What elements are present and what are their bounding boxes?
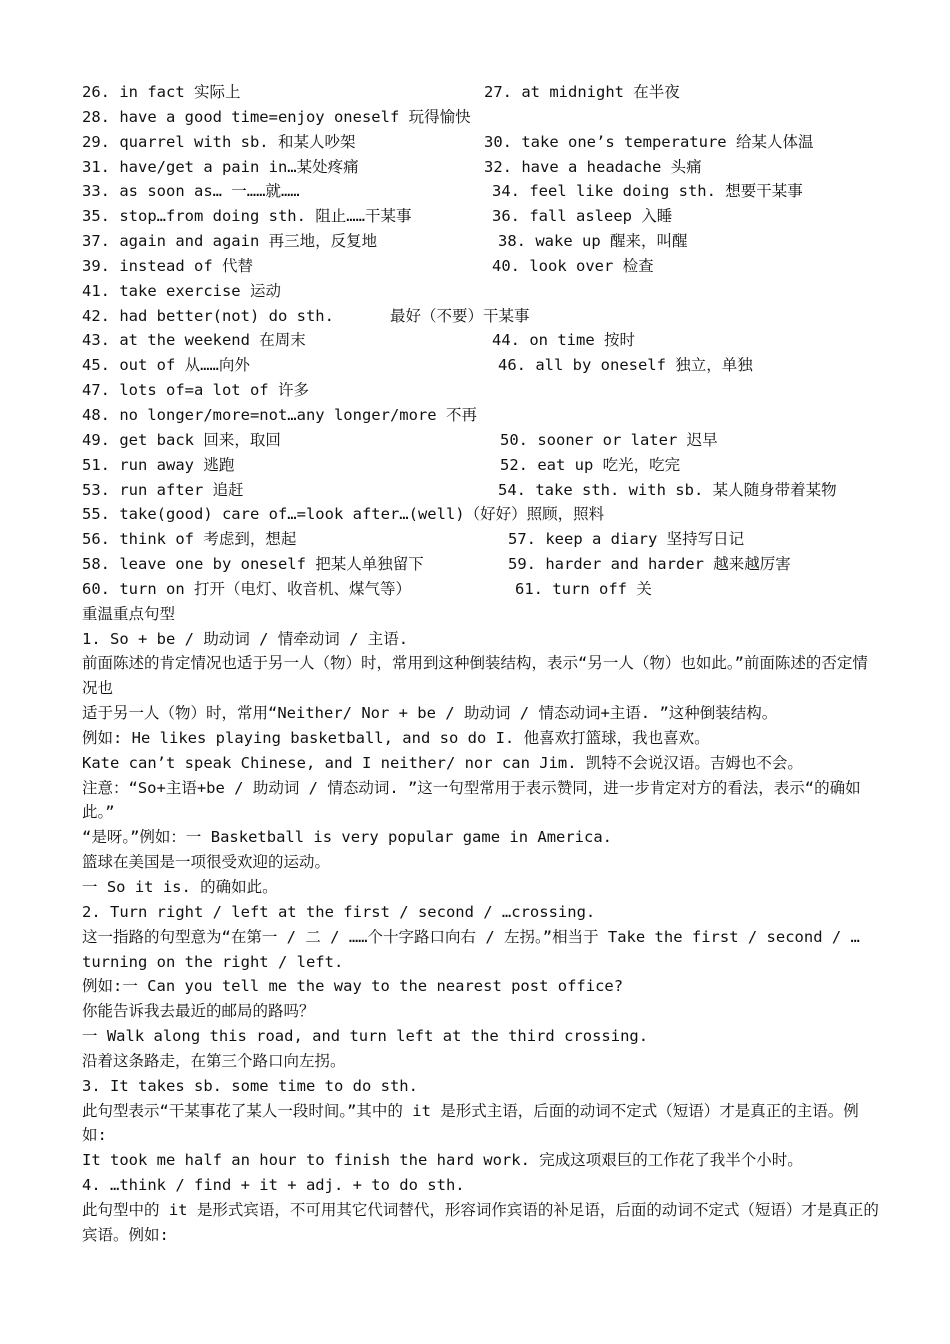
phrase-right: 38. wake up 醒来，叫醒: [498, 232, 688, 251]
phrase-row: [82, 328, 882, 353]
phrase-left: 35. stop…from doing sth. 阻止……干某事: [82, 207, 412, 226]
phrase-left: 26. in fact 实际上: [82, 83, 241, 101]
phrase-right: 27. at midnight 在半夜: [484, 83, 680, 101]
text-line: It took me half an hour to finish the hard work. 完成这项艰巨的工作花了我半个小时。: [82, 1151, 803, 1170]
text-line: 注意：“So+主语+be / 助动词 / 情态动词. ”这一句型常用于表示赞同，进一步肯定对方的看法，表示“的确如此。”: [82, 778, 861, 822]
text-line: 一 So it is. 的确如此。: [82, 878, 278, 896]
phrase-row: [82, 130, 882, 155]
text-line: Kate can’t speak Chinese, and I neither/ nor can Jim. 凯特不会说汉语。吉姆也不会。: [82, 753, 803, 772]
phrase-row: [82, 378, 882, 403]
phrase-left: 31. have/get a pain in…某处疼痛: [82, 157, 359, 176]
text-line: 3. It takes sb. some time to do sth.: [82, 1076, 418, 1095]
phrase-right: 46. all by oneself 独立，单独: [498, 356, 753, 375]
text-line: 此句型中的 it 是形式宾语，不可用其它代词替代，形容词作宾语的补足语，后面的动词不定式（短语）才是真正的宾语。例如:: [82, 1200, 879, 1244]
phrase-left: 41. take exercise 运动: [82, 281, 281, 300]
phrase-left: 51. run away 逃跑: [82, 455, 235, 474]
text-line: 沿着这条路走，在第三个路口向左拐。: [82, 1051, 346, 1070]
phrase-left: 56. think of 考虑到，想起: [82, 530, 297, 549]
phrase-right: 50. sooner or later 迟早: [500, 430, 718, 449]
phrase-left: 55. take(good) care of…=look after…(well)（好好）照顾，照料: [82, 505, 605, 524]
sentence-patterns: [82, 627, 882, 1248]
phrase-left: 60. turn on 打开（电灯、收音机、煤气等）: [82, 579, 411, 598]
phrase-row: [82, 105, 882, 130]
phrase-left: 37. again and again 再三地，反复地: [82, 232, 378, 251]
phrase-left: 47. lots of=a lot of 许多: [82, 381, 309, 400]
phrase-row: [82, 403, 882, 428]
phrase-left: 28. have a good time=enjoy oneself 玩得愉快: [82, 107, 471, 126]
phrase-left: 49. get back 回来，取回: [82, 430, 281, 449]
phrase-right: 32. have a headache 头痛: [484, 157, 702, 176]
phrase-left: 48. no longer/more=not…any longer/more 不再: [82, 405, 477, 424]
phrase-right: 61. turn off 关: [515, 579, 652, 598]
text-line: 例如:一 Can you tell me the way to the nearest post office?: [82, 977, 624, 996]
text-line: 此句型表示“干某事花了某人一段时间。”其中的 it 是形式主语，后面的动词不定式（短语）才是真正的主语。例如:: [82, 1101, 859, 1145]
text-line: 4. …think / find + it + adj. + to do sth.: [82, 1176, 465, 1195]
text-line: 你能告诉我去最近的邮局的路吗？: [82, 1002, 315, 1021]
phrase-row: [82, 428, 882, 453]
phrase-row: [82, 179, 882, 204]
phrase-row: [82, 478, 882, 503]
phrase-right: 57. keep a diary 坚持写日记: [508, 530, 745, 549]
phrase-list: [82, 80, 882, 602]
phrase-right: 40. look over 检查: [492, 256, 654, 275]
phrase-right: 52. eat up 吃光，吃完: [500, 455, 681, 474]
section-title: 重温重点句型: [82, 604, 176, 623]
phrase-left: 29. quarrel with sb. 和某人吵架: [82, 132, 356, 151]
phrase-row: [82, 80, 882, 105]
phrase-row: [82, 254, 882, 279]
document-page: [82, 80, 882, 1248]
phrase-row: [82, 155, 882, 180]
phrase-left: 33. as soon as… 一……就……: [82, 182, 300, 201]
phrase-right: 44. on time 按时: [492, 331, 635, 350]
text-line: 前面陈述的肯定情况也适于另一人（物）时，常用到这种倒装结构，表示“另一人（物）也如此。”前面陈述的否定情况也: [82, 654, 868, 698]
phrase-row: [82, 279, 882, 304]
text-line: “是呀。”例如：一 Basketball is very popular game in America.: [82, 828, 613, 847]
phrase-row: [82, 453, 882, 478]
text-line: 一 Walk along this road, and turn left at the third crossing.: [82, 1027, 649, 1046]
phrase-right: 34. feel like doing sth. 想要干某事: [492, 182, 803, 201]
phrase-right: 54. take sth. with sb. 某人随身带着某物: [498, 480, 837, 499]
text-line: 适于另一人（物）时，常用“Neither/ Nor + be / 助动词 / 情态动词+主语. ”这种倒装结构。: [82, 704, 778, 723]
text-line: 1. So + be / 助动词 / 情牵动词 / 主语.: [82, 629, 409, 648]
phrase-left: 42. had better(not) do sth. 最好（不要）干某事: [82, 306, 530, 325]
text-line: 这一指路的句型意为“在第一 / 二 / ……个十字路口向右 / 左拐。”相当于 Take the first / second / …turning on the right / left.: [82, 927, 860, 971]
phrase-left: 39. instead of 代替: [82, 256, 253, 275]
phrase-row: [82, 552, 882, 577]
phrase-left: 53. run after 追赶: [82, 480, 244, 499]
phrase-row: [82, 527, 882, 552]
phrase-right: 59. harder and harder 越来越厉害: [508, 555, 791, 574]
text-line: 例如: He likes playing basketball, and so do I. 他喜欢打篮球，我也喜欢。: [82, 728, 710, 747]
phrase-left: 43. at the weekend 在周末: [82, 331, 306, 350]
text-line: 篮球在美国是一项很受欢迎的运动。: [82, 853, 331, 872]
phrase-right: 30. take one’s temperature 给某人体温: [484, 132, 814, 151]
phrase-right: 36. fall asleep 入睡: [492, 207, 673, 226]
phrase-row: [82, 577, 882, 602]
phrase-row: [82, 204, 882, 229]
phrase-row: [82, 229, 882, 254]
phrase-left: 58. leave one by oneself 把某人单独留下: [82, 555, 424, 574]
phrase-row: [82, 353, 882, 378]
text-line: 2. Turn right / left at the first / second / …crossing.: [82, 902, 596, 921]
phrase-row: [82, 502, 882, 527]
phrase-row: [82, 304, 882, 329]
phrase-left: 45. out of 从……向外: [82, 356, 250, 375]
